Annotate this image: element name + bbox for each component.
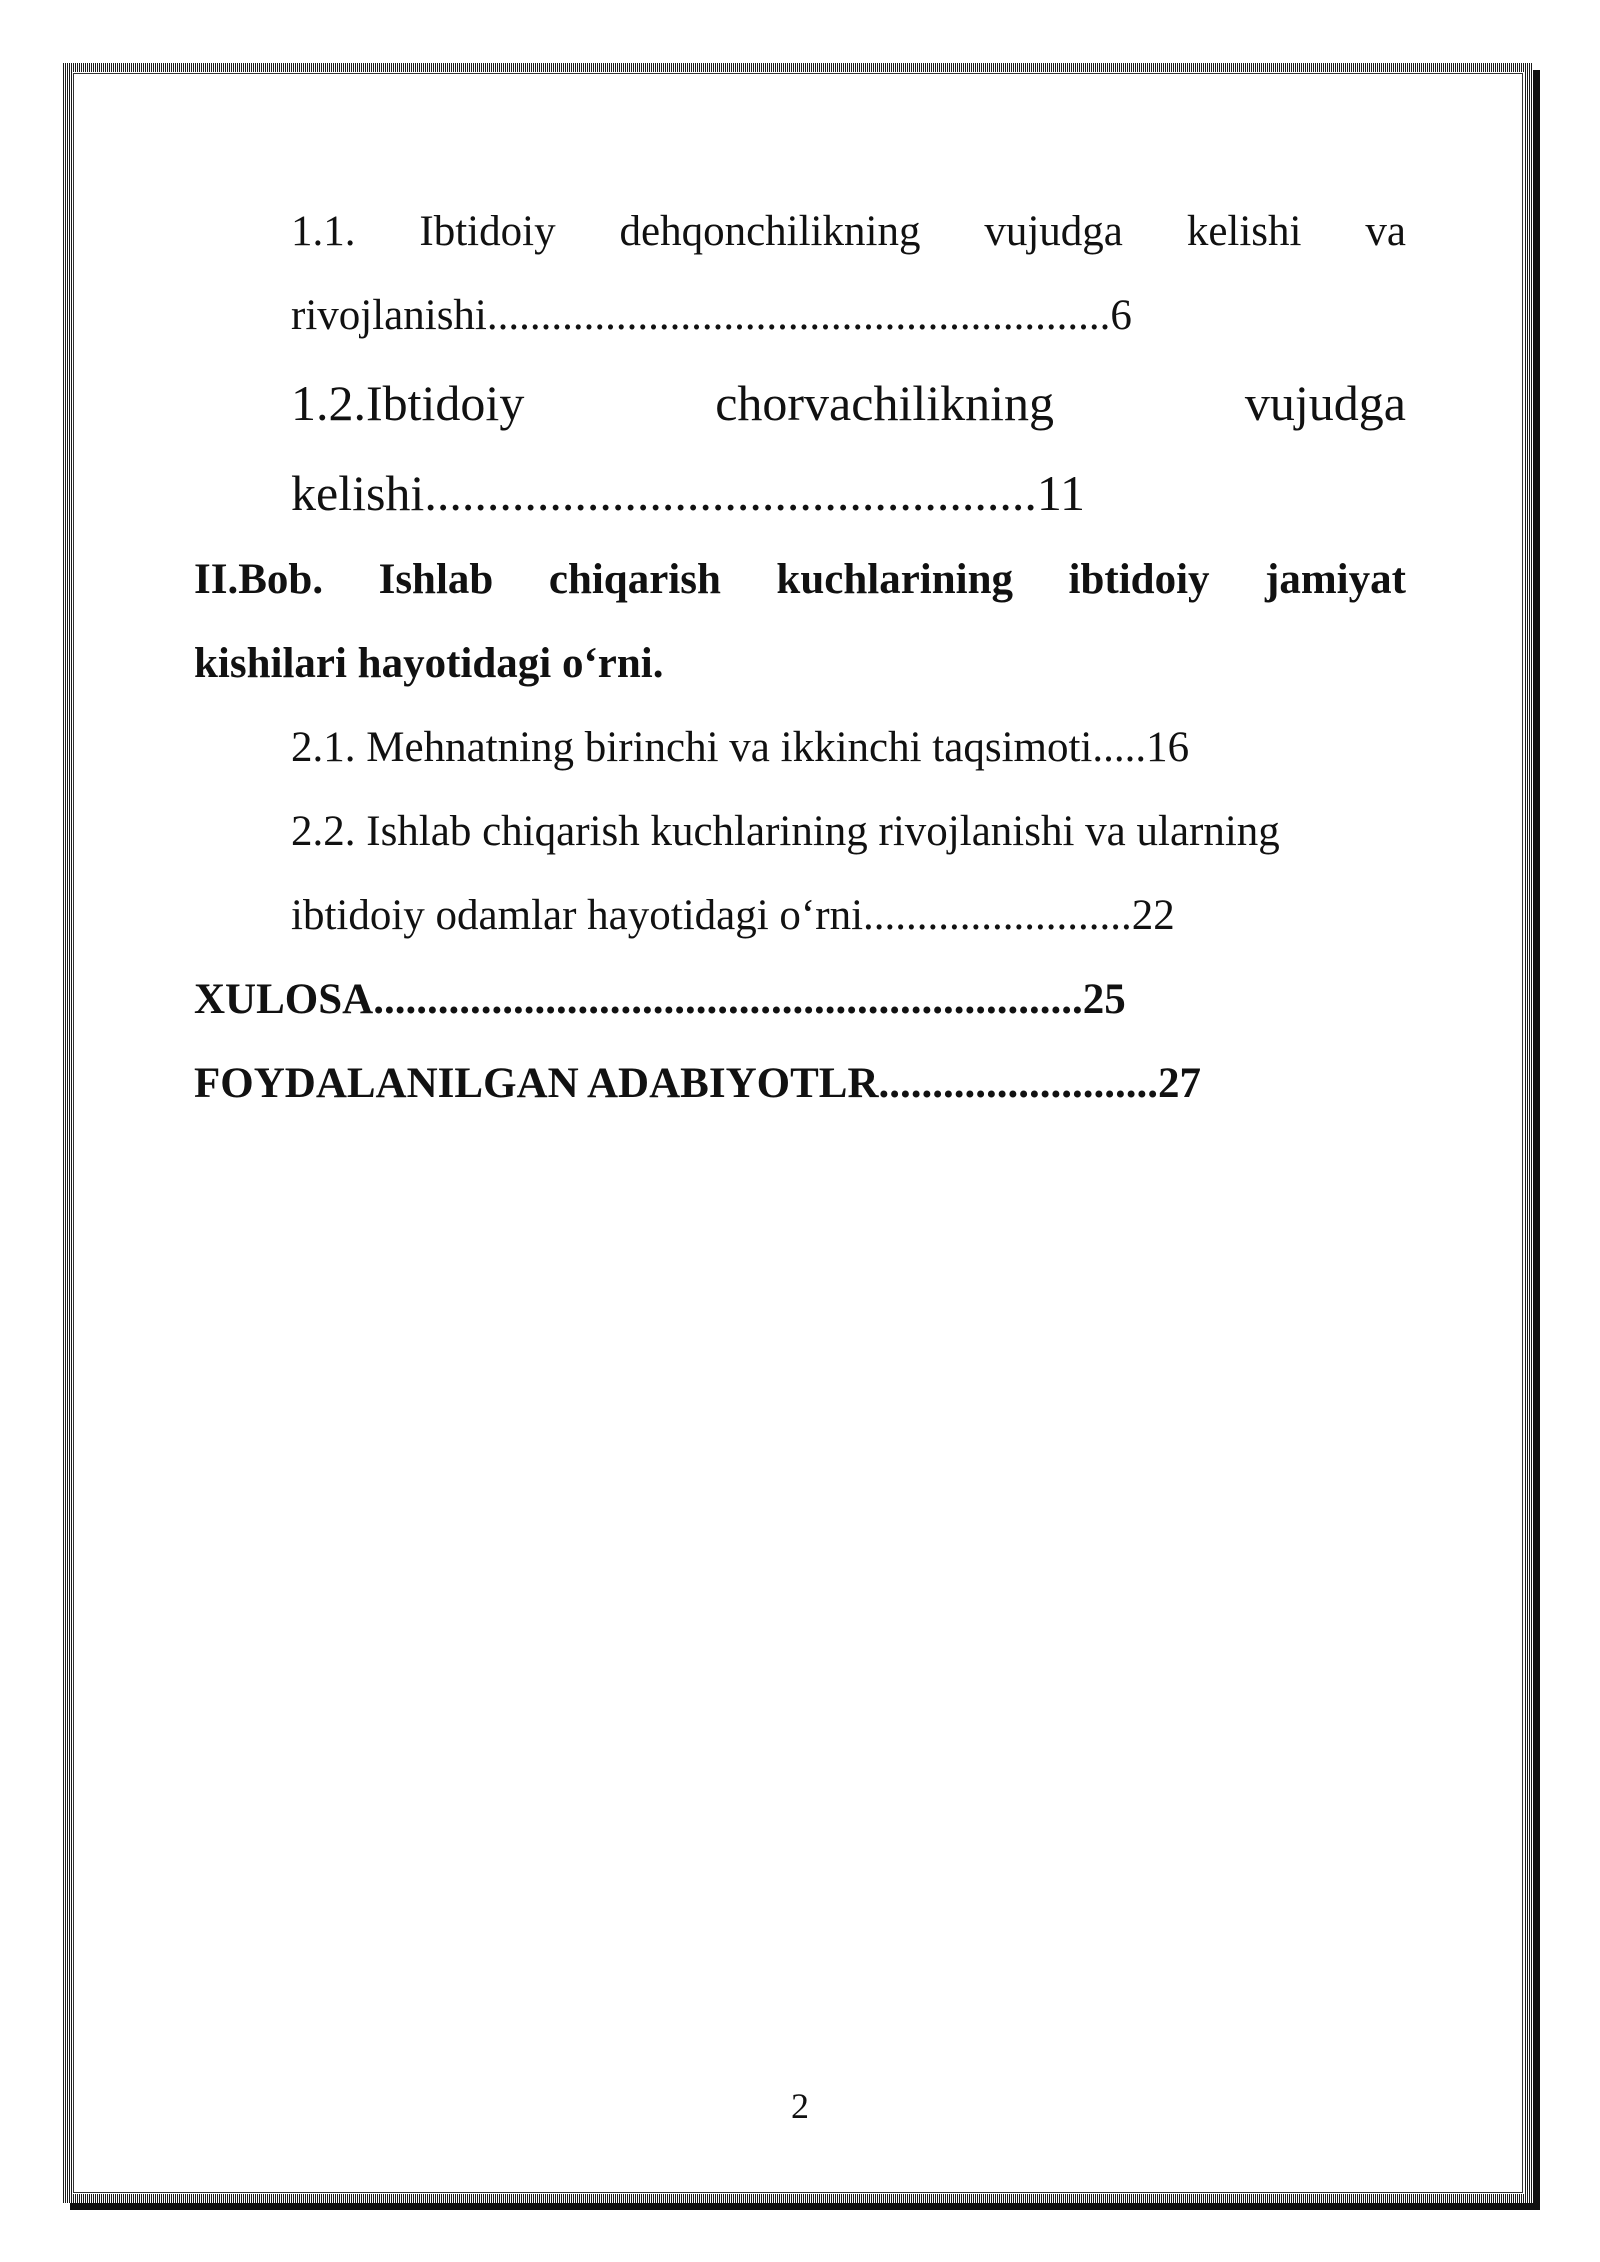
toc-word: chiqarish xyxy=(548,556,721,603)
toc-entry-1-1-line-2: rivojlanishi..........................................................6 xyxy=(291,292,1132,339)
toc-word: dehqonchilikning xyxy=(619,208,921,255)
table-of-contents xyxy=(194,190,1406,1126)
toc-chapter-2-line-1 xyxy=(194,538,1406,622)
toc-word: kuchlarining xyxy=(776,556,1014,603)
toc-word: chorvachilikning xyxy=(715,375,1055,431)
toc-word: II.Bob. xyxy=(194,556,324,603)
page-number: 2 xyxy=(791,2086,809,2126)
toc-entry-1-1-line-1 xyxy=(194,190,1406,274)
toc-word: kelishi xyxy=(1186,208,1302,255)
page-border-shadow-bottom xyxy=(70,2203,1540,2210)
toc-word: ibtidoiy xyxy=(1068,556,1210,603)
toc-conclusion: XULOSA..................................................................25 xyxy=(194,976,1126,1023)
toc-chapter-2-line-2: kishilari hayotidagi o‘rni. xyxy=(194,640,664,687)
toc-word: Ibtidoiy xyxy=(419,208,556,255)
page-border-shadow-right xyxy=(1533,70,1540,2210)
toc-word: 1.2.Ibtidoiy xyxy=(291,375,525,431)
toc-references: FOYDALANILGAN ADABIYOTLR..........................27 xyxy=(194,1060,1201,1107)
toc-word: vujudga xyxy=(1244,375,1406,431)
toc-word: vujudga xyxy=(984,208,1123,255)
toc-word: 1.1. xyxy=(291,208,356,255)
toc-entry-2-2-line-2: ibtidoiy odamlar hayotidagi o‘rni.........................22 xyxy=(291,892,1175,939)
toc-entry-1-2-line-1 xyxy=(194,358,1406,448)
toc-entry-2-1: 2.1. Mehnatning birinchi va ikkinchi taqsimoti.....16 xyxy=(291,724,1190,771)
toc-entry-2-2-line-1: 2.2. Ishlab chiqarish kuchlarining rivojlanishi va ularning xyxy=(291,808,1280,855)
toc-entry-1-2-line-2: kelishi.................................................11 xyxy=(291,465,1085,521)
toc-word: va xyxy=(1365,208,1406,255)
toc-word: Ishlab xyxy=(378,556,494,603)
toc-word: jamiyat xyxy=(1265,556,1406,603)
